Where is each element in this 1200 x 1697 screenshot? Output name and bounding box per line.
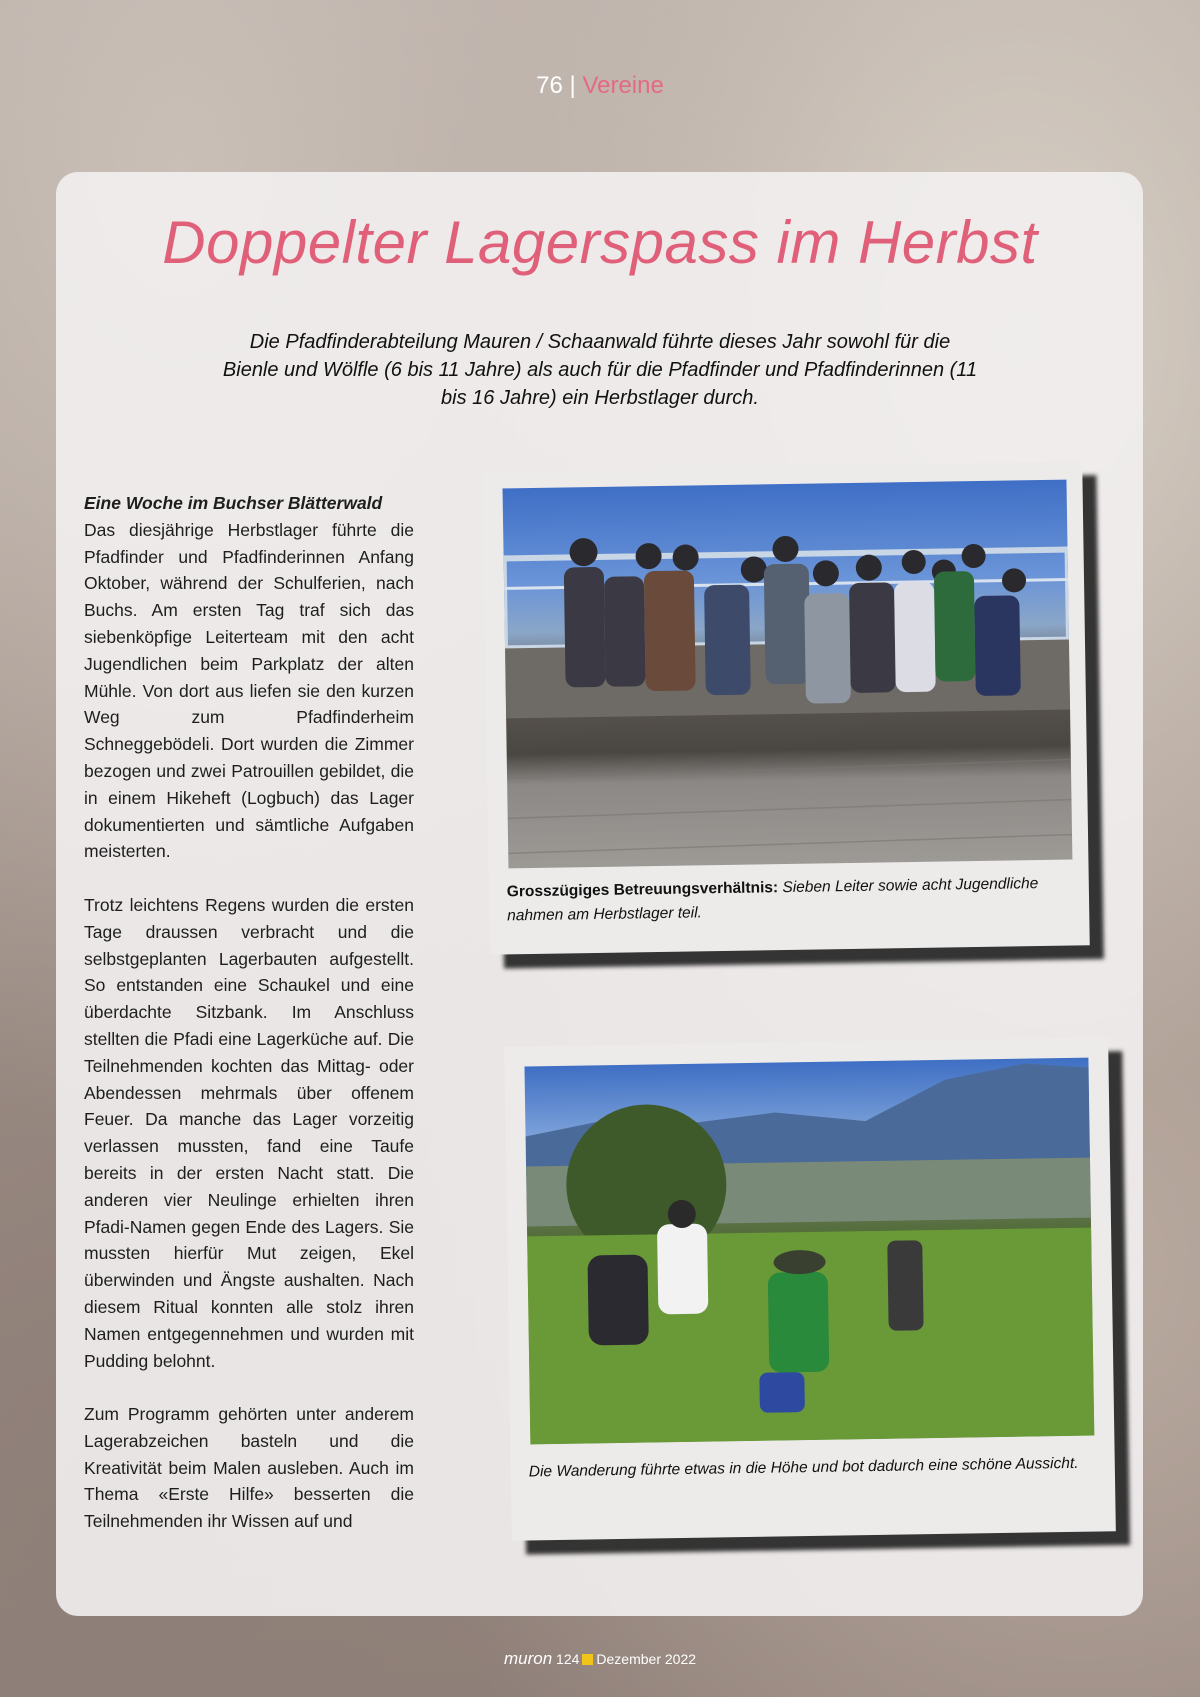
header-separator: | xyxy=(569,72,576,99)
photo-caption: Die Wanderung führte etwas in die Höhe und bot dadurch eine schöne Aussicht. xyxy=(528,1454,1079,1481)
article-lead: Die Pfadfinderabteilung Mauren / Schaanwald führte dieses Jahr sowohl für die Bienle und Wölfle (6 bis 11 Jahre) als auch für die Pfadfinder und Pfadfinderinnen (11 bis 16 Jahre) ein Herbstlager durch. xyxy=(222,331,978,409)
article-subheading: Eine Woche im Buchser Blätterwald xyxy=(84,493,383,513)
paragraph: Zum Programm gehörten unter anderem Lagerabzeichen basteln und die Kreativität beim Malen ausleben. Auch im Thema «Erste Hilfe» besserten die Teilnehmenden ihr Wissen auf und xyxy=(84,1404,414,1532)
group-photo-illustration xyxy=(503,480,1073,869)
issue-number: 124 xyxy=(556,1651,580,1667)
page-number: 76 xyxy=(536,72,563,99)
issue-date: Dezember 2022 xyxy=(596,1651,697,1667)
page-footer xyxy=(0,1649,1200,1669)
photo-card-hike xyxy=(504,1037,1116,1540)
yellow-square-icon xyxy=(582,1654,593,1665)
photo-caption xyxy=(507,872,1068,929)
section-name: Vereine xyxy=(582,72,664,99)
article-body xyxy=(84,490,414,1562)
paragraph: Das diesjährige Herbstlager führte die Pfadfinder und Pfadfinderinnen Anfang Oktober, während der Schulferien, nach Buchs. Am ersten Tag traf sich das siebenköpfige Leiterteam mit den acht Jugendlichen beim Parkplatz der alten Mühle. Von dort aus liefen sie den kurzen Weg zum Pfadfinderheim Schneggebödeli. Dort wurden die Zimmer bezogen und zwei Patrouillen gebildet, die in einem Hikeheft (Logbuch) das Lager dokumentierten und sämtliche Aufgaben meisterten. xyxy=(84,519,414,862)
paragraph: Trotz leichtens Regens wurden die ersten Tage draussen verbracht und die selbstgeplanten Lagerbauten aufgestellt. So entstanden eine Schaukel und eine überdachte Sitzbank. Im Anschluss stellten die Pfadi eine Lagerküche auf. Die Teilnehmenden kochten das Mittag- oder Abendessen mehrmals über offenem Feuer. Da manche das Lager vorzeitig verlassen mussten, fand eine Taufe bereits in der ersten Nacht statt. Die anderen vier Neulinge erhielten ihren Pfadi-Namen gegen Ende des Lagers. Sie mussten hierfür Mut zeigen, Ekel überwinden und Ängste aushalten. Nach diesem Ritual konnten alle stolz ihren Namen entgegennehmen und wurden mit Pudding belohnt. xyxy=(84,894,414,1371)
caption-bold: Grosszügiges Betreuungsverhältnis: xyxy=(506,879,779,901)
photo-card-group xyxy=(482,461,1090,954)
article-title: Doppelter Lagerspass im Herbst xyxy=(162,209,1038,276)
caption-text: Sieben Leiter sowie acht Jugendliche nahmen am Herbstlager teil. xyxy=(507,875,1039,925)
hike-photo-illustration xyxy=(524,1058,1094,1445)
magazine-brand: muron xyxy=(503,1649,553,1668)
page-header xyxy=(0,72,1200,100)
group-photo xyxy=(503,480,1073,869)
hike-photo xyxy=(524,1058,1094,1445)
